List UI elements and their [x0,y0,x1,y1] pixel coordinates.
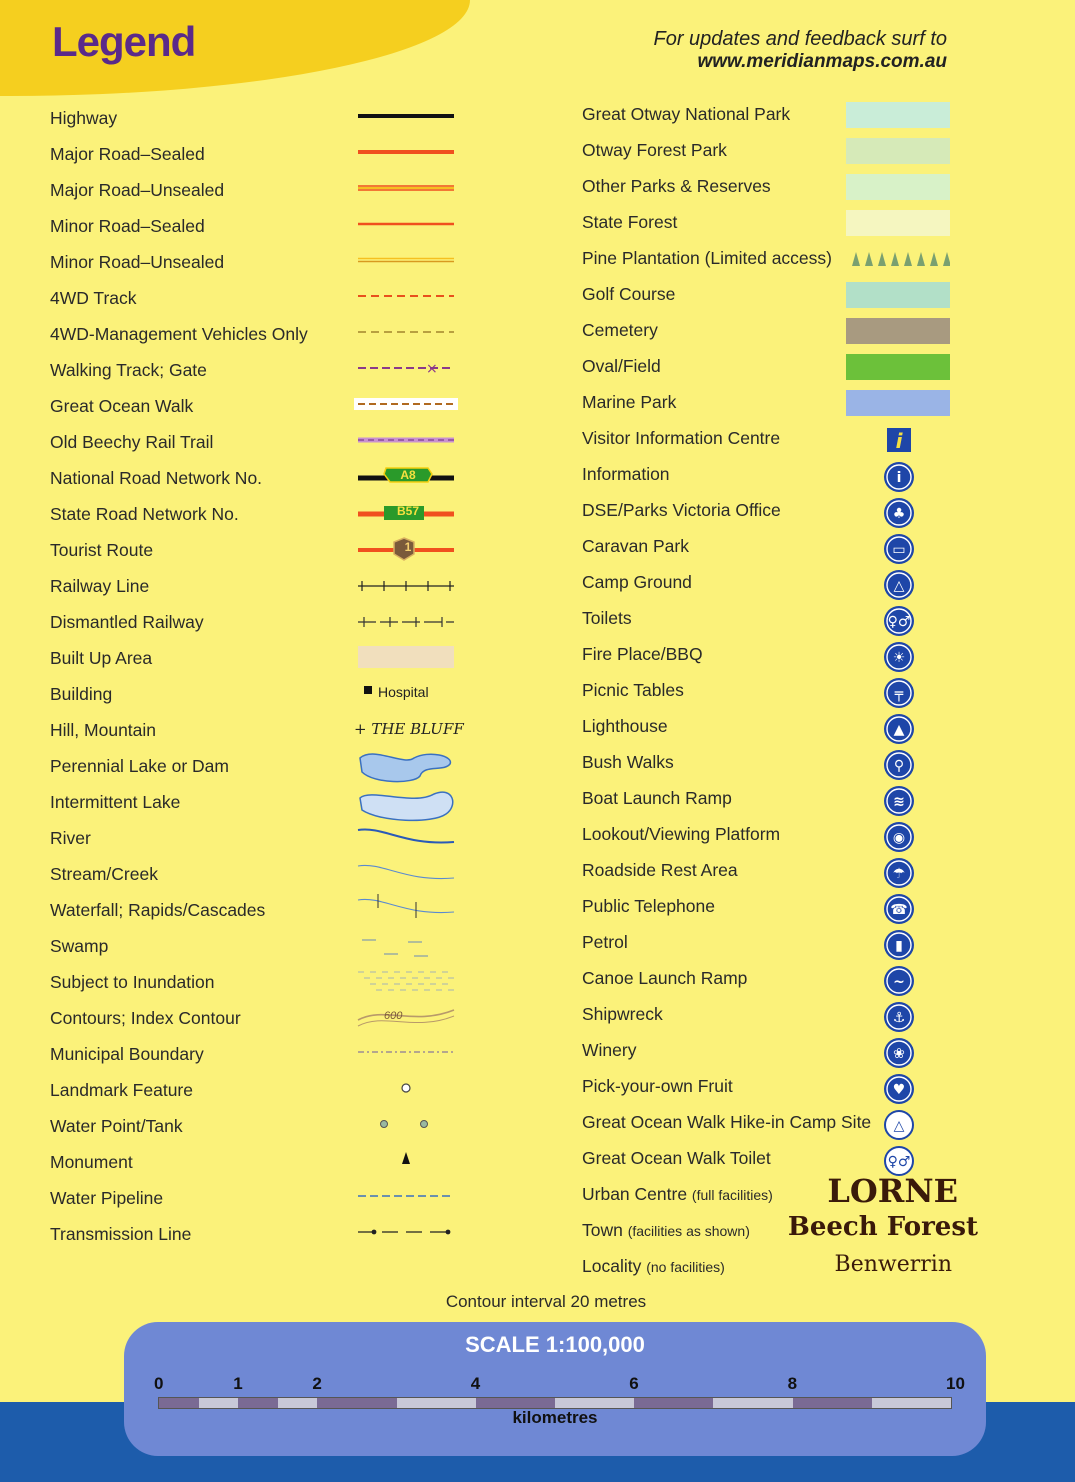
legend-row [48,1110,478,1146]
symbol-river [354,822,464,858]
legend-label: Building [50,684,113,704]
boat-ramp-icon [882,784,916,818]
legend-symbol [354,210,464,246]
legend-label: Hill, Mountain [50,720,157,740]
service-icon [882,892,916,926]
legend-label: Canoe Launch Ramp [582,968,748,988]
scale-segment [476,1398,555,1408]
symbol-water-point [354,1110,464,1146]
color-swatch [846,318,950,344]
legend-symbol [354,1218,464,1254]
legend-row [580,962,980,998]
scale-title: SCALE 1:100,000 [465,1332,645,1357]
legend-row [48,858,478,894]
legend-symbol [354,102,464,138]
legend-row [580,818,980,854]
symbol-sample-text: + THE BLUFF [354,720,464,738]
symbol-contours [354,1002,464,1038]
svg-text:❀: ❀ [893,1046,905,1062]
color-swatch [846,390,950,416]
legend-row [48,1182,478,1218]
legend-row [580,530,980,566]
symbol-gow [354,390,464,426]
legend-label: Pick-your-own Fruit [582,1076,733,1096]
legend-label: Dismantled Railway [50,612,204,632]
legend-row [580,710,980,746]
legend-symbol [354,534,464,570]
legend-label: Cemetery [582,320,658,340]
svg-text:♣: ♣ [892,506,906,522]
color-swatch [846,174,950,200]
legend-symbol [354,426,464,462]
settlement-label: Town (facilities as shown) [582,1220,750,1240]
legend-symbol [354,246,464,282]
svg-text:♀♂: ♀♂ [887,614,911,630]
legend-label: Lookout/Viewing Platform [582,824,781,844]
symbol-major-sealed [354,138,464,174]
symbol-intermittent [354,786,464,822]
legend-label: Contours; Index Contour [50,1008,241,1028]
legend-row [48,498,478,534]
picnic-icon [882,676,916,710]
legend-row [580,206,980,242]
legend-label: Visitor Information Centre [582,428,781,448]
legend-row [580,314,980,350]
legend-label: Intermittent Lake [50,792,181,812]
legend-label: Water Point/Tank [50,1116,183,1136]
color-swatch [846,138,950,164]
service-icon [882,460,916,494]
feedback-note [653,28,947,73]
legend-row [580,602,980,638]
svg-text:▮: ▮ [895,938,903,954]
legend-row [48,282,478,318]
legend-symbol [354,678,464,714]
legend-symbol [354,966,464,1002]
service-icon [882,496,916,530]
legend-symbol [354,1110,464,1146]
legend-row [48,174,478,210]
scale-tick-label: 6 [629,1374,639,1393]
legend-row [580,134,980,170]
legend-label: Perennial Lake or Dam [50,756,229,776]
symbol-major-unsealed [354,174,464,210]
color-swatch [846,102,950,128]
symbol-landmark [354,1074,464,1110]
gow-camp-icon [882,1108,916,1142]
bushwalk-icon [882,748,916,782]
svg-text:⚲: ⚲ [893,758,905,774]
legend-label: Major Road–Unsealed [50,180,225,200]
legend-symbol [354,1146,464,1182]
service-icon [882,568,916,602]
color-swatch [846,210,950,236]
settlement-sample: LORNE [827,1172,958,1210]
legend-label: River [50,828,91,848]
legend-symbol [354,1182,464,1218]
legend-symbol [354,1002,464,1038]
scale-segment [634,1398,713,1408]
legend-row [580,1106,980,1142]
legend-label: Information [582,464,670,484]
legend-row [580,458,980,494]
service-icon [882,712,916,746]
service-icon [882,532,916,566]
legend-row [580,782,980,818]
legend-row [580,746,980,782]
legend-label: Pine Plantation (Limited access) [582,248,832,268]
legend-row [48,678,478,714]
legend-row [580,278,980,314]
legend-row [48,966,478,1002]
symbol-sample-text: 600 [384,1010,403,1022]
settlement-note: (no facilities) [646,1259,725,1275]
scale-segment [317,1398,396,1408]
settlement-row [580,1214,980,1250]
legend-row [580,926,980,962]
petrol-icon [882,928,916,962]
service-icon [882,784,916,818]
legend-label: Public Telephone [582,896,715,916]
service-icon [882,820,916,854]
scale-segment [238,1398,278,1408]
legend-symbol [354,354,464,390]
legend-symbol [354,1074,464,1110]
legend-row [580,386,980,422]
svg-text:╤: ╤ [894,686,904,702]
legend-row [48,930,478,966]
legend-label: Great Otway National Park [582,104,791,124]
svg-text:~: ~ [893,974,905,990]
legend-label: Built Up Area [50,648,153,668]
legend-symbol [354,606,464,642]
service-icon [882,928,916,962]
service-icon [882,1036,916,1070]
legend-label: Railway Line [50,576,150,596]
service-icon [882,604,916,638]
svg-text:☂: ☂ [892,866,906,882]
legend-row [48,246,478,282]
legend-label: Boat Launch Ramp [582,788,732,808]
legend-label: Tourist Route [50,540,154,560]
symbol-stream [354,858,464,894]
winery-icon [882,1036,916,1070]
svg-text:△: △ [893,578,905,594]
legend-symbol [354,570,464,606]
fruit-icon [882,1072,916,1106]
legend-label: Petrol [582,932,628,952]
symbol-minor-unsealed [354,246,464,282]
legend-row [580,1034,980,1070]
legend-row [48,1074,478,1110]
legend-row [48,606,478,642]
rest-area-icon [882,856,916,890]
settlement-row [580,1172,980,1214]
legend-label: Subject to Inundation [50,972,215,992]
legend-label: State Road Network No. [50,504,239,524]
legend-label: Winery [582,1040,637,1060]
scale-tick-label: 8 [787,1374,798,1393]
legend-row [48,426,478,462]
scale-segment [159,1398,199,1408]
lookout-icon [882,820,916,854]
legend-row [48,318,478,354]
legend-symbol [354,138,464,174]
camp-icon [882,568,916,602]
legend-label: Golf Course [582,284,676,304]
service-icon [882,964,916,998]
legend-row [48,102,478,138]
scale-segment [793,1398,872,1408]
service-icon [882,1000,916,1034]
legend-row [580,998,980,1034]
feedback-line: For updates and feedback surf to [653,28,947,50]
legend-row [48,390,478,426]
legend-row [48,786,478,822]
settlement-note: (full facilities) [691,1187,773,1203]
website-link[interactable]: www.meridianmaps.com.au [697,51,947,72]
service-icon [882,856,916,890]
svg-text:▲: ▲ [893,722,905,738]
road-code: A8 [400,468,416,482]
legend-label: Camp Ground [582,572,692,592]
legend-row [48,462,478,498]
svg-text:☀: ☀ [892,650,906,666]
legend-symbol [354,714,464,750]
symbol-highway [354,102,464,138]
scale-tick-label: 2 [312,1374,322,1393]
toilets-icon [882,604,916,638]
legend-label: National Road Network No. [50,468,263,488]
legend-label: Roadside Rest Area [582,860,738,880]
legend-label: Toilets [582,608,632,628]
svg-text:◉: ◉ [892,830,906,846]
legend-row [48,714,478,750]
legend-left-column [48,102,478,1254]
legend-title: Legend [52,18,196,65]
legend-row [580,350,980,386]
service-icon [882,1108,916,1142]
scale-tick-label: 4 [470,1374,481,1393]
legend-row [48,138,478,174]
legend-label: Stream/Creek [50,864,158,884]
legend-symbol [354,930,464,966]
symbol-walking [354,354,464,390]
settlement-sample: Benwerrin [834,1252,952,1277]
scale-box [124,1322,986,1456]
legend-label: Shipwreck [582,1004,663,1024]
legend-label: Great Ocean Walk [50,396,194,416]
legend-symbol [354,390,464,426]
legend-row [48,894,478,930]
visitor-info-icon [882,424,916,458]
legend-row [48,354,478,390]
settlement-label: Locality (no facilities) [582,1256,725,1276]
legend-row [580,1070,980,1106]
symbol-municipal [354,1038,464,1074]
svg-text:♀♂: ♀♂ [887,1154,911,1170]
legend-label: Major Road–Sealed [50,144,205,164]
legend-row [48,210,478,246]
settlement-note: (facilities as shown) [627,1223,750,1239]
legend-label: Landmark Feature [50,1080,193,1100]
legend-row [48,570,478,606]
legend-label: Monument [50,1152,133,1172]
legend-row [48,1002,478,1038]
symbol-built-up [354,642,464,678]
service-icon [882,1072,916,1106]
legend-label: DSE/Parks Victoria Office [582,500,781,520]
legend-symbol [354,498,464,534]
svg-text:♥: ♥ [892,1082,906,1098]
scale-tick-label: 0 [154,1374,164,1393]
legend-label: Old Beechy Rail Trail [50,432,214,452]
symbol-4wd-mgmt [354,318,464,354]
svg-text:i: i [895,429,903,453]
symbol-waterfall [354,894,464,930]
scale-tick-label: 10 [946,1374,965,1393]
caravan-icon [882,532,916,566]
legend-label: Oval/Field [582,356,661,376]
legend-row [48,534,478,570]
legend-symbol [354,822,464,858]
legend-row [580,422,980,458]
settlement-label: Urban Centre (full facilities) [582,1184,773,1204]
legend-label: Picnic Tables [582,680,684,700]
svg-text:×: × [426,361,438,377]
symbol-monument [354,1146,464,1182]
service-icon [882,676,916,710]
legend-row [580,170,980,206]
service-icon [882,748,916,782]
legend-right-column [580,98,980,1286]
information-icon [882,460,916,494]
svg-text:i: i [896,470,902,486]
symbol-pipeline [354,1182,464,1218]
lighthouse-icon [882,712,916,746]
contour-note: Contour interval 20 metres [445,1292,647,1311]
legend-label: Fire Place/BBQ [582,644,703,664]
color-swatch [846,282,950,308]
legend-symbol [354,318,464,354]
legend-symbol [354,786,464,822]
legend-row [580,674,980,710]
legend-label: Great Ocean Walk Hike-in Camp Site [582,1112,872,1132]
color-swatch [846,354,950,380]
legend-row [580,854,980,890]
symbol-railway [354,570,464,606]
legend-label: Water Pipeline [50,1188,164,1208]
svg-text:⚓: ⚓ [892,1010,906,1026]
legend-label: 4WD-Management Vehicles Only [50,324,308,344]
symbol-minor-sealed [354,210,464,246]
legend-row [48,750,478,786]
legend-symbol [354,1038,464,1074]
legend-label: Minor Road–Sealed [50,216,205,236]
symbol-inundation [354,966,464,1002]
symbol-sample-text: Hospital [378,684,429,700]
symbol-rail-trail [354,426,464,462]
settlement-row [580,1250,980,1286]
legend-row [580,566,980,602]
parks-office-icon [882,496,916,530]
settlement-sample: Beech Forest [787,1212,978,1242]
legend-row [48,642,478,678]
legend-row [48,1038,478,1074]
legend-label: Other Parks & Reserves [582,176,771,196]
legend-row [580,98,980,134]
legend-symbol [354,894,464,930]
service-icon [882,640,916,674]
legend-symbol [354,858,464,894]
legend-label: Bush Walks [582,752,674,772]
symbol-perennial [354,750,464,786]
pine-plantation-swatch [846,246,950,272]
legend-label: Highway [50,108,118,128]
legend-label: Minor Road–Unsealed [50,252,225,272]
legend-label: Marine Park [582,392,677,412]
telephone-icon [882,892,916,926]
canoe-icon [882,964,916,998]
svg-text:△: △ [893,1118,905,1134]
symbol-4wd [354,282,464,318]
symbol-swamp [354,930,464,966]
legend-label: Great Ocean Walk Toilet [582,1148,771,1168]
legend-symbol [354,282,464,318]
legend-symbol [354,750,464,786]
service-icon [882,424,916,458]
legend-label: Caravan Park [582,536,689,556]
legend-label: Waterfall; Rapids/Cascades [50,900,266,920]
scale-unit: kilometres [512,1408,598,1427]
legend-label: Lighthouse [582,716,668,736]
svg-text:▭: ▭ [892,542,906,558]
legend-row [580,890,980,926]
legend-row [48,822,478,858]
legend-row [48,1146,478,1182]
legend-label: 4WD Track [50,288,137,308]
legend-label: Otway Forest Park [582,140,727,160]
legend-symbol [354,462,464,498]
svg-text:☎: ☎ [890,902,908,918]
road-code: B57 [396,504,419,518]
legend-symbol [354,174,464,210]
legend-symbol [354,642,464,678]
legend-row [580,494,980,530]
legend-label: State Forest [582,212,678,232]
legend-row [580,242,980,278]
scale-tick-label: 1 [233,1374,243,1393]
road-code: 1 [404,540,412,554]
symbol-transmission [354,1218,464,1254]
svg-text:≋: ≋ [893,794,905,810]
shipwreck-icon [882,1000,916,1034]
legend-label: Swamp [50,936,109,956]
legend-label: Municipal Boundary [50,1044,204,1064]
symbol-dismantled [354,606,464,642]
legend-label: Walking Track; Gate [50,360,207,380]
legend-row [48,1218,478,1254]
legend-row [580,638,980,674]
legend-label: Transmission Line [50,1224,192,1244]
fire-icon [882,640,916,674]
